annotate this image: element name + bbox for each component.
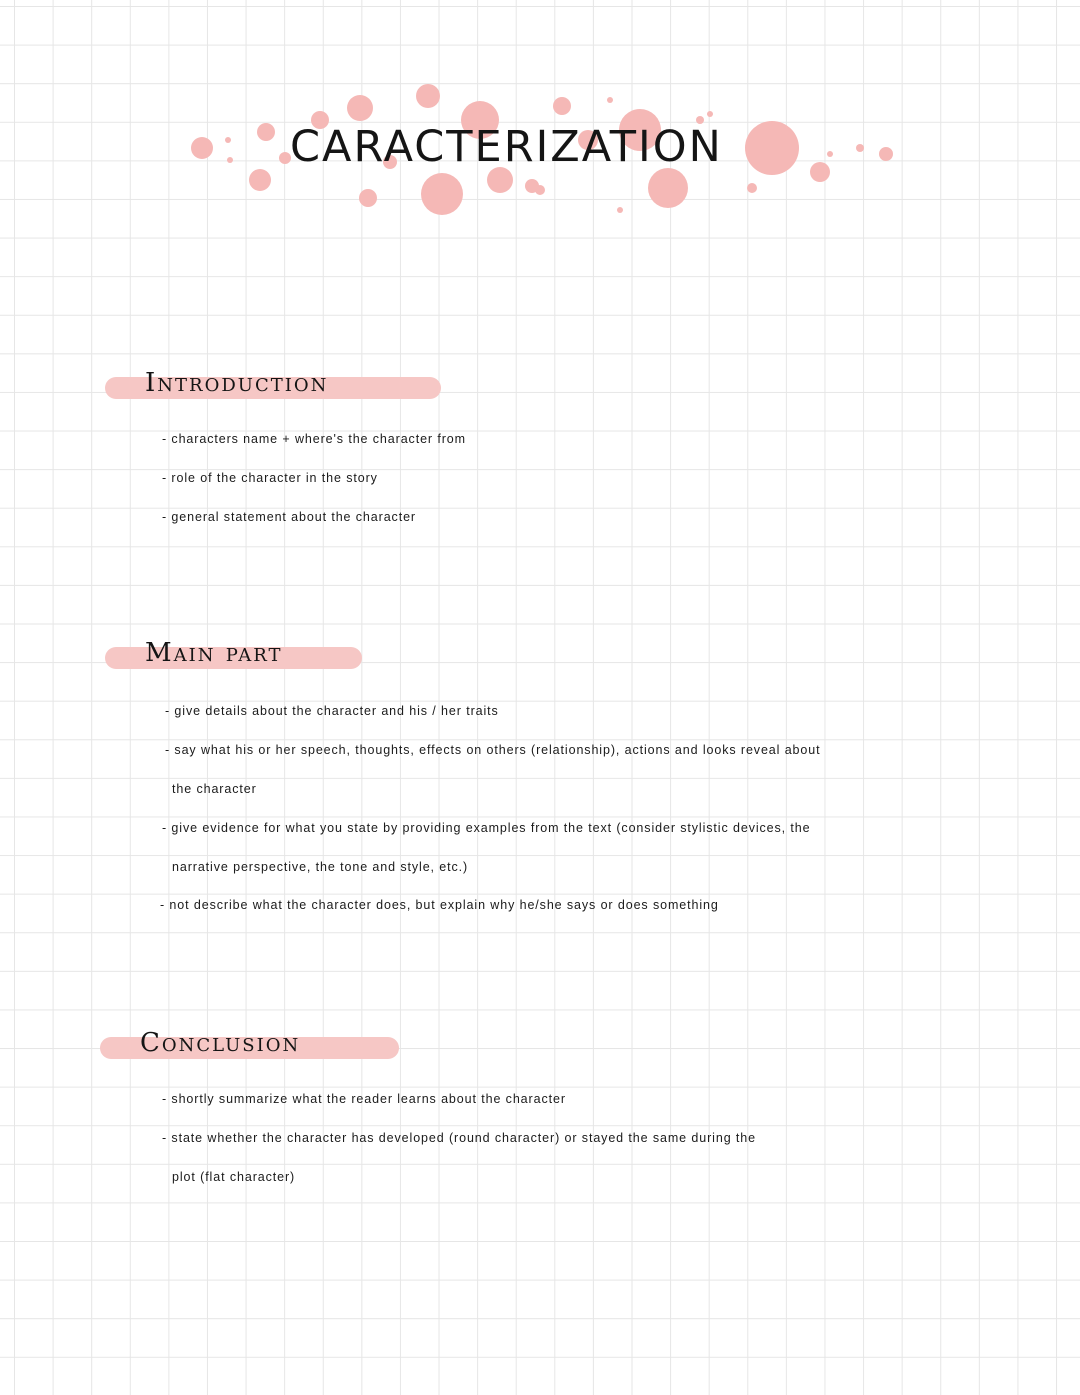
dot: [879, 147, 893, 161]
dot: [416, 84, 440, 108]
dot: [249, 169, 271, 191]
page-title: CARACTERIZATION: [290, 122, 723, 172]
main-line-2: - say what his or her speech, thoughts, effects on others (relationship), actions and looks reveal about: [165, 743, 821, 757]
heading-label: Main part: [145, 638, 283, 668]
dot: [225, 137, 231, 143]
dot: [707, 111, 713, 117]
conclusion-line-3: plot (flat character): [172, 1170, 296, 1184]
dot: [553, 97, 571, 115]
intro-line-1: - characters name + where's the character from: [162, 432, 466, 446]
dot: [607, 97, 613, 103]
dot: [648, 168, 688, 208]
conclusion-line-1: - shortly summarize what the reader learns about the character: [162, 1092, 566, 1106]
main-line-4: - give evidence for what you state by providing examples from the text (consider stylistic devices, the: [162, 821, 811, 835]
dot: [191, 137, 213, 159]
heading-label: Conclusion: [140, 1028, 301, 1058]
dot: [747, 183, 757, 193]
dot: [525, 179, 539, 193]
conclusion-line-2: - state whether the character has developed (round character) or stayed the same during the: [162, 1131, 756, 1145]
dot: [347, 95, 373, 121]
title-block: [180, 80, 900, 230]
main-line-1: - give details about the character and his / her traits: [165, 704, 499, 718]
main-line-6: - not describe what the character does, but explain why he/she says or does something: [160, 898, 719, 912]
dot: [359, 189, 377, 207]
heading-label: Introduction: [145, 368, 329, 398]
dot: [257, 123, 275, 141]
intro-line-3: - general statement about the character: [162, 510, 416, 524]
dot: [827, 151, 833, 157]
dot: [227, 157, 233, 163]
dot: [810, 162, 830, 182]
dot: [745, 121, 799, 175]
dot: [617, 207, 623, 213]
intro-line-2: - role of the character in the story: [162, 471, 378, 485]
dot: [421, 173, 463, 215]
main-line-5: narrative perspective, the tone and style, etc.): [172, 860, 469, 874]
main-line-3: the character: [172, 782, 257, 796]
dot: [856, 144, 864, 152]
